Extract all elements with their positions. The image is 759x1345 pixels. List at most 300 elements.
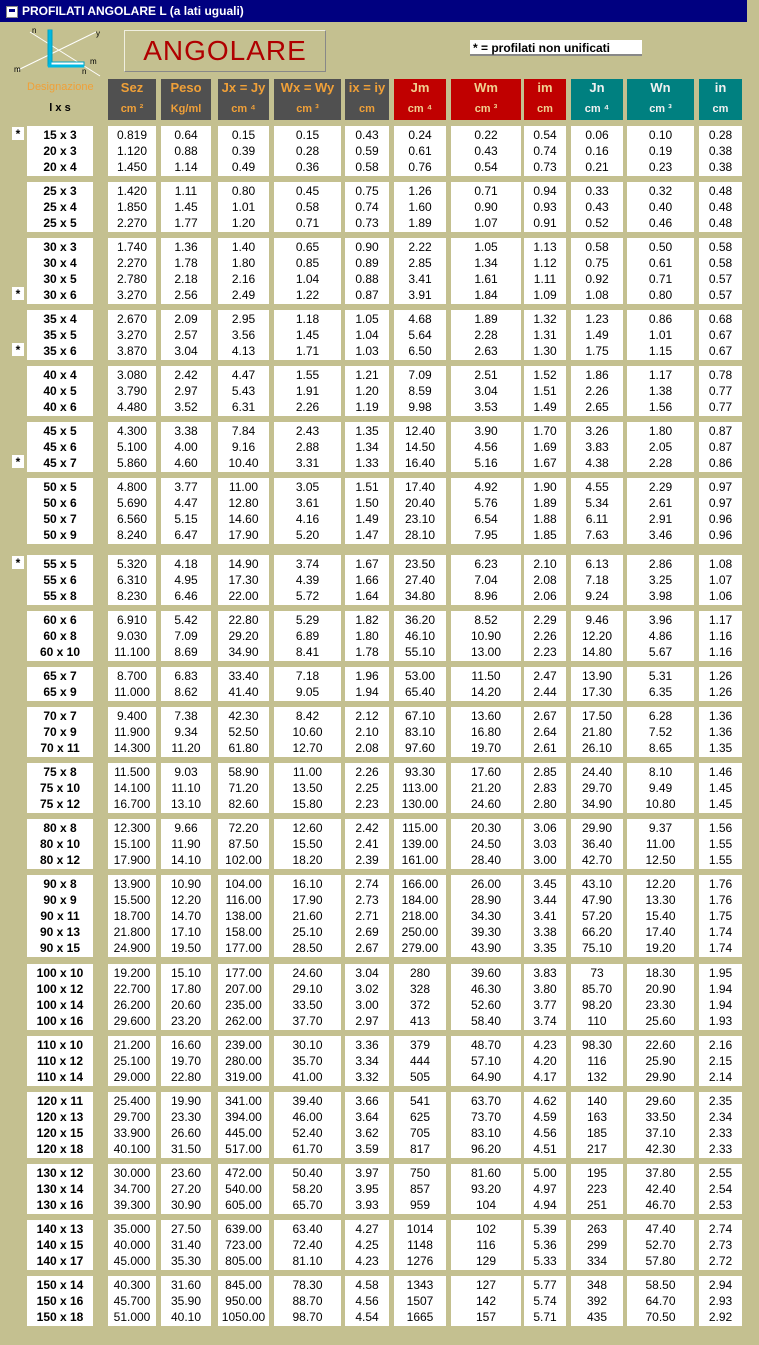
jn-value: 29.90 [581, 821, 613, 835]
peso-value: 5.15 [174, 512, 198, 526]
wn-value: 47.40 [645, 1222, 676, 1236]
header-jm [394, 79, 446, 120]
sez-value: 9.030 [116, 629, 148, 643]
designation-value: 55 x 8 [43, 589, 77, 603]
group-wm-cell [451, 763, 521, 813]
in-value: 1.76 [708, 877, 733, 891]
header-im [524, 79, 566, 120]
group-designation-cell [27, 1276, 93, 1326]
diagram-label-m-right: m [90, 57, 97, 66]
im-value: 1.12 [533, 256, 557, 270]
wm-value: 16.80 [470, 725, 502, 739]
wn-value: 0.80 [648, 288, 673, 302]
jm-value: 36.20 [404, 613, 436, 627]
peso-value: 4.00 [174, 440, 198, 454]
header-jn [571, 79, 623, 120]
peso-value: 26.60 [170, 1126, 202, 1140]
im-value: 2.85 [533, 765, 557, 779]
ix-value: 3.66 [355, 1094, 379, 1108]
group-wn-cell [627, 555, 694, 605]
group-wm-cell [451, 555, 521, 605]
im-value: 0.74 [533, 144, 557, 158]
group-wx-cell [274, 478, 341, 544]
peso-value: 31.50 [170, 1142, 202, 1156]
in-value: 0.68 [708, 312, 733, 326]
ix-value: 0.75 [355, 184, 379, 198]
group-wx-cell [274, 1036, 341, 1086]
peso-value: 12.20 [170, 893, 202, 907]
jn-value: 392 [586, 1294, 608, 1308]
jx-value: 1.20 [231, 216, 256, 230]
group-sez-cell [108, 707, 156, 757]
jm-value: 1014 [406, 1222, 434, 1236]
group-sez-cell [108, 875, 156, 957]
designation-value: 75 x 10 [39, 781, 81, 795]
sez-value: 29.600 [113, 1014, 151, 1028]
jn-value: 0.75 [585, 256, 609, 270]
jx-value: 0.49 [231, 160, 256, 174]
jn-value: 140 [586, 1094, 608, 1108]
sez-value: 16.700 [113, 797, 151, 811]
wn-value: 5.67 [648, 645, 673, 659]
designation-value: 75 x 8 [43, 765, 77, 779]
in-value: 1.56 [708, 821, 733, 835]
jx-value: 9.16 [231, 440, 256, 454]
group-sez-cell [108, 478, 156, 544]
wx-value: 65.70 [292, 1198, 323, 1212]
peso-value: 23.20 [170, 1014, 202, 1028]
peso-value: 3.38 [174, 424, 198, 438]
jm-value: 3.91 [408, 288, 432, 302]
jm-value: 161.00 [401, 853, 439, 867]
jx-value: 12.80 [228, 496, 259, 510]
sez-value: 3.080 [116, 368, 148, 382]
wn-value: 25.90 [645, 1054, 676, 1068]
group-in-cell [699, 182, 742, 232]
jn-value: 2.26 [585, 384, 609, 398]
im-value: 1.88 [533, 512, 557, 526]
group-jm-cell [394, 1092, 446, 1158]
in-value: 2.73 [708, 1238, 733, 1252]
group-jn-cell [571, 238, 623, 304]
sez-value: 40.100 [113, 1142, 151, 1156]
wn-value: 2.28 [648, 456, 673, 470]
group-jn-cell [571, 422, 623, 472]
in-value: 2.53 [708, 1198, 733, 1212]
wn-value: 3.98 [648, 589, 673, 603]
wm-value: 157 [475, 1310, 497, 1324]
wx-value: 37.70 [292, 1014, 323, 1028]
wn-value: 46.70 [645, 1198, 676, 1212]
group-in-cell [699, 555, 742, 605]
wx-value: 29.10 [292, 982, 323, 996]
jn-value: 6.13 [585, 557, 609, 571]
designation-value: 25 x 3 [43, 184, 77, 198]
wn-value: 11.00 [645, 837, 676, 851]
wx-value: 3.74 [295, 557, 320, 571]
designation-value: 90 x 13 [39, 925, 81, 939]
wm-value: 19.70 [470, 741, 502, 755]
group-wx-cell [274, 875, 341, 957]
wn-value: 3.46 [648, 528, 673, 542]
group-ix-cell [345, 422, 389, 472]
wn-value: 9.49 [648, 781, 673, 795]
group-jn-cell [571, 126, 623, 176]
wm-value: 2.63 [474, 344, 498, 358]
in-value: 1.93 [708, 1014, 733, 1028]
jn-value: 42.70 [581, 853, 613, 867]
jx-value: 2.49 [231, 288, 256, 302]
group-im-cell [524, 763, 566, 813]
group-peso-cell [161, 964, 211, 1030]
ix-value: 0.87 [355, 288, 379, 302]
jm-value: 23.50 [404, 557, 436, 571]
ix-value: 1.34 [355, 440, 379, 454]
sez-value: 1.450 [116, 160, 148, 174]
group-im-cell [524, 1092, 566, 1158]
wm-value: 6.54 [474, 512, 498, 526]
jm-value: 279.00 [401, 941, 439, 955]
im-value: 3.45 [533, 877, 557, 891]
wx-value: 13.50 [292, 781, 323, 795]
jn-value: 36.40 [581, 837, 613, 851]
group-wn-cell [627, 611, 694, 661]
jn-value: 4.38 [585, 456, 609, 470]
jn-value: 223 [586, 1182, 608, 1196]
wx-value: 4.39 [295, 573, 320, 587]
wn-value: 18.30 [645, 966, 676, 980]
group-im-cell [524, 555, 566, 605]
ix-value: 2.73 [355, 893, 379, 907]
wx-value: 17.90 [292, 893, 323, 907]
sez-value: 18.700 [113, 909, 151, 923]
group-jx-cell [218, 1220, 269, 1270]
group-ix-cell [345, 964, 389, 1030]
group-ix-cell [345, 1036, 389, 1086]
designation-value: 15 x 3 [43, 128, 77, 142]
wm-value: 5.76 [474, 496, 498, 510]
wx-value: 11.00 [292, 765, 323, 779]
group-wm-cell [451, 1220, 521, 1270]
im-value: 3.77 [533, 998, 557, 1012]
wn-value: 13.30 [645, 893, 676, 907]
jm-value: 9.98 [408, 400, 432, 414]
im-value: 3.00 [533, 853, 557, 867]
group-wn-cell [627, 182, 694, 232]
group-sez-cell [108, 1164, 156, 1214]
wm-value: 46.30 [470, 982, 502, 996]
group-im-cell [524, 310, 566, 360]
in-value: 2.34 [708, 1110, 733, 1124]
designation-value: 45 x 5 [43, 424, 77, 438]
in-value: 1.74 [708, 941, 733, 955]
sez-value: 45.700 [113, 1294, 151, 1308]
angle-section-diagram [12, 24, 112, 78]
in-value: 1.16 [708, 629, 733, 643]
designation-value: 45 x 6 [43, 440, 77, 454]
peso-value: 1.45 [174, 200, 198, 214]
ix-value: 1.64 [355, 589, 379, 603]
wm-value: 7.04 [474, 573, 498, 587]
im-value: 1.70 [533, 424, 557, 438]
group-jx-cell [218, 1276, 269, 1326]
jn-value: 110 [587, 1014, 607, 1028]
group-wn-cell [627, 238, 694, 304]
group-jm-cell [394, 707, 446, 757]
ix-value: 1.03 [355, 344, 379, 358]
jm-value: 7.09 [408, 368, 432, 382]
group-wx-cell [274, 422, 341, 472]
jm-value: 93.30 [404, 765, 436, 779]
sez-value: 8.240 [116, 528, 148, 542]
wm-value: 39.30 [470, 925, 502, 939]
jx-value: 29.20 [228, 629, 259, 643]
group-in-cell [699, 1092, 742, 1158]
wm-value: 73.70 [470, 1110, 502, 1124]
header-wm-label: Wm [474, 80, 498, 95]
ix-value: 1.35 [355, 424, 379, 438]
designation-value: 90 x 15 [39, 941, 81, 955]
ix-value: 0.59 [355, 144, 379, 158]
im-value: 2.64 [533, 725, 557, 739]
in-value: 0.58 [708, 240, 733, 254]
wx-value: 12.60 [292, 821, 323, 835]
wx-value: 1.04 [295, 272, 320, 286]
designation-value: 120 x 18 [36, 1142, 84, 1156]
peso-value: 2.97 [174, 384, 198, 398]
jm-value: 372 [409, 998, 431, 1012]
jn-value: 0.06 [585, 128, 609, 142]
header-in-label: in [714, 80, 727, 95]
ix-value: 3.02 [355, 982, 379, 996]
ix-value: 1.04 [355, 328, 379, 342]
ix-value: 1.67 [355, 557, 379, 571]
group-designation-cell [27, 964, 93, 1030]
group-im-cell [524, 1220, 566, 1270]
designation-value: 50 x 6 [43, 496, 77, 510]
designation-value: 140 x 15 [36, 1238, 84, 1252]
group-wn-cell [627, 875, 694, 957]
jn-value: 0.92 [585, 272, 609, 286]
sez-value: 30.000 [113, 1166, 151, 1180]
ix-value: 2.08 [355, 741, 379, 755]
jn-value: 73 [590, 966, 604, 980]
header-designation-label: Designazione [27, 81, 94, 93]
group-jx-cell [218, 478, 269, 544]
ix-value: 3.93 [355, 1198, 379, 1212]
jn-value: 334 [586, 1254, 608, 1268]
wm-value: 4.92 [474, 480, 498, 494]
jx-value: 177.00 [225, 941, 262, 955]
wm-value: 21.20 [470, 781, 502, 795]
jx-value: 540.00 [225, 1182, 262, 1196]
jn-value: 0.52 [585, 216, 609, 230]
group-im-cell [524, 611, 566, 661]
sez-value: 5.100 [116, 440, 148, 454]
im-value: 4.23 [533, 1038, 557, 1052]
designation-value: 150 x 18 [36, 1310, 84, 1324]
peso-value: 23.60 [170, 1166, 202, 1180]
ix-value: 1.96 [355, 669, 379, 683]
jx-value: 7.84 [231, 424, 256, 438]
im-value: 1.31 [533, 328, 557, 342]
wm-value: 4.56 [474, 440, 498, 454]
header-im-unit: cm [537, 103, 553, 115]
wm-value: 63.70 [470, 1094, 502, 1108]
jm-value: 444 [409, 1054, 431, 1068]
group-jn-cell [571, 1220, 623, 1270]
group-sez-cell [108, 1276, 156, 1326]
group-jn-cell [571, 1092, 623, 1158]
jm-value: 4.68 [408, 312, 432, 326]
sez-value: 4.800 [116, 480, 148, 494]
jm-value: 328 [409, 982, 431, 996]
sez-value: 2.780 [116, 272, 148, 286]
designation-value: 40 x 6 [43, 400, 77, 414]
wx-value: 6.89 [295, 629, 320, 643]
jn-value: 0.21 [585, 160, 609, 174]
group-jn-cell [571, 667, 623, 701]
jn-value: 17.50 [581, 709, 613, 723]
group-in-cell [699, 763, 742, 813]
sez-value: 2.270 [116, 256, 148, 270]
header-jn-label: Jn [589, 80, 605, 95]
designation-value: 25 x 5 [43, 216, 77, 230]
wx-value: 15.50 [292, 837, 323, 851]
group-wx-cell [274, 819, 341, 869]
jm-value: 6.50 [408, 344, 432, 358]
sez-value: 26.200 [113, 998, 151, 1012]
im-value: 5.74 [533, 1294, 557, 1308]
im-value: 1.30 [533, 344, 557, 358]
designation-value: 110 x 12 [36, 1054, 84, 1068]
ix-value: 3.59 [355, 1142, 379, 1156]
group-jx-cell [218, 611, 269, 661]
jn-value: 6.11 [585, 512, 609, 526]
wn-value: 42.40 [645, 1182, 676, 1196]
in-value: 1.17 [708, 613, 733, 627]
wx-value: 3.05 [295, 480, 320, 494]
wx-value: 0.15 [295, 128, 320, 142]
wx-value: 46.00 [292, 1110, 323, 1124]
ix-value: 2.74 [355, 877, 379, 891]
wm-value: 104 [475, 1198, 497, 1212]
jm-value: 27.40 [404, 573, 436, 587]
header-in [699, 79, 742, 120]
group-peso-cell [161, 555, 211, 605]
sez-value: 21.200 [113, 1038, 151, 1052]
sez-value: 22.700 [113, 982, 151, 996]
group-jm-cell [394, 126, 446, 176]
sez-value: 1.420 [116, 184, 148, 198]
app-icon [6, 6, 18, 18]
header-wx-unit: cm ³ [296, 103, 319, 115]
jm-value: 139.00 [401, 837, 439, 851]
wx-value: 8.42 [295, 709, 320, 723]
non-standard-marker: * [12, 127, 24, 140]
designation-value: 140 x 17 [36, 1254, 84, 1268]
group-jx-cell [218, 555, 269, 605]
group-im-cell [524, 182, 566, 232]
group-jm-cell [394, 182, 446, 232]
peso-value: 1.77 [174, 216, 198, 230]
peso-value: 40.10 [170, 1310, 202, 1324]
wn-value: 70.50 [645, 1310, 676, 1324]
group-designation-cell [27, 310, 93, 360]
group-wx-cell [274, 126, 341, 176]
jx-value: 158.00 [225, 925, 262, 939]
in-value: 1.26 [708, 669, 733, 683]
in-value: 0.97 [708, 496, 733, 510]
group-wm-cell [451, 707, 521, 757]
jn-value: 24.40 [581, 765, 613, 779]
group-im-cell [524, 126, 566, 176]
peso-value: 2.57 [174, 328, 198, 342]
peso-value: 6.47 [174, 528, 198, 542]
im-value: 1.32 [533, 312, 557, 326]
header-wn-label: Wn [650, 80, 671, 95]
title-bar [0, 0, 759, 22]
group-sez-cell [108, 555, 156, 605]
im-value: 3.44 [533, 893, 557, 907]
sez-value: 13.900 [113, 877, 151, 891]
group-im-cell [524, 875, 566, 957]
wm-value: 3.04 [474, 384, 498, 398]
peso-value: 7.38 [174, 709, 198, 723]
ix-value: 1.49 [355, 512, 379, 526]
in-value: 0.28 [708, 128, 733, 142]
wm-value: 2.51 [474, 368, 498, 382]
wm-value: 81.60 [470, 1166, 502, 1180]
im-value: 1.69 [533, 440, 557, 454]
group-peso-cell [161, 763, 211, 813]
wn-value: 25.60 [645, 1014, 676, 1028]
wm-value: 5.16 [474, 456, 498, 470]
group-sez-cell [108, 182, 156, 232]
group-in-cell [699, 1164, 742, 1214]
group-in-cell [699, 875, 742, 957]
wx-value: 5.29 [295, 613, 320, 627]
jx-value: 207.00 [225, 982, 262, 996]
group-wn-cell [627, 126, 694, 176]
designation-value: 30 x 6 [43, 288, 77, 302]
wx-value: 78.30 [292, 1278, 323, 1292]
peso-value: 27.50 [170, 1222, 202, 1236]
peso-value: 2.09 [174, 312, 198, 326]
header-in-unit: cm [712, 103, 729, 115]
peso-value: 9.66 [174, 821, 198, 835]
ix-value: 1.33 [355, 456, 379, 470]
jx-value: 58.90 [228, 765, 259, 779]
group-wx-cell [274, 366, 341, 416]
group-in-cell [699, 611, 742, 661]
wn-value: 37.80 [645, 1166, 676, 1180]
wx-value: 7.18 [295, 669, 320, 683]
im-value: 1.90 [533, 480, 557, 494]
wx-value: 41.00 [292, 1070, 323, 1084]
group-ix-cell [345, 1220, 389, 1270]
peso-value: 9.03 [174, 765, 198, 779]
wn-value: 29.60 [645, 1094, 676, 1108]
peso-value: 30.90 [170, 1198, 202, 1212]
group-im-cell [524, 667, 566, 701]
wn-value: 42.30 [645, 1142, 676, 1156]
wn-value: 1.17 [648, 368, 673, 382]
peso-value: 35.90 [170, 1294, 202, 1308]
designation-value: 60 x 8 [43, 629, 77, 643]
group-sez-cell [108, 1036, 156, 1086]
jm-value: 23.10 [404, 512, 436, 526]
